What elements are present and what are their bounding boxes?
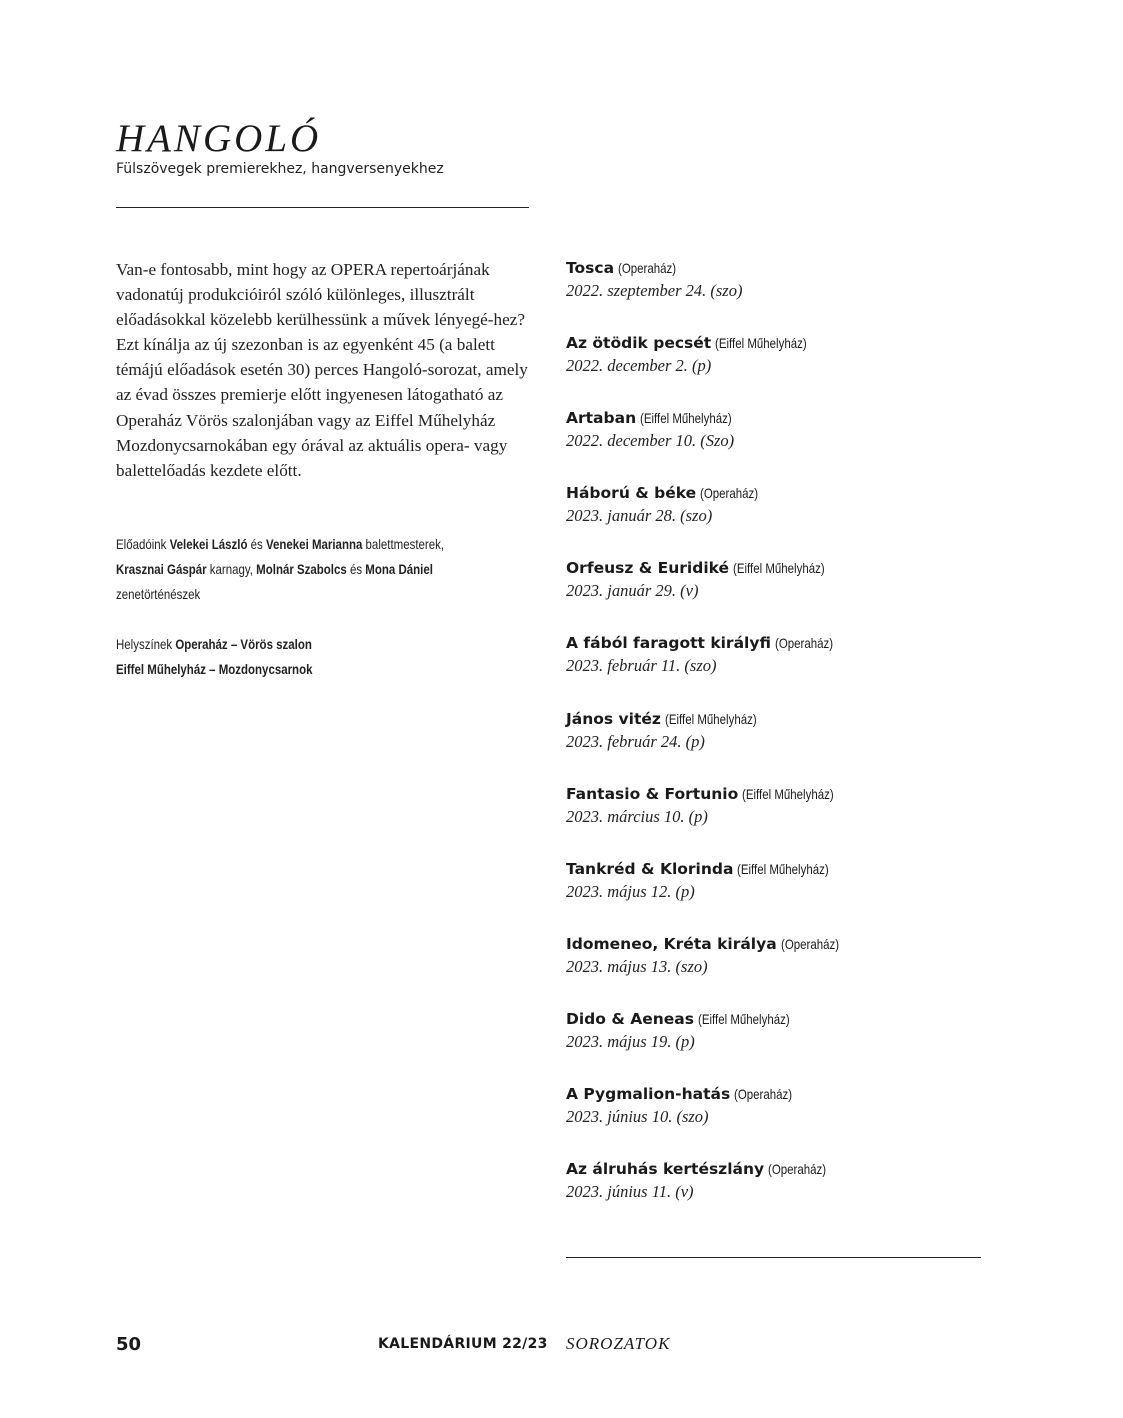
venue-name: Operaház – Vörös szalon: [175, 636, 312, 652]
event-date: 2022. december 2. (p): [566, 356, 712, 376]
conjunction: és: [250, 536, 263, 552]
event-title: János vitéz: [566, 709, 661, 728]
event-venue: (Eiffel Műhelyház): [737, 860, 830, 877]
event-list: [566, 257, 1016, 1233]
page-number: 50: [116, 1334, 142, 1355]
event-date: 2023. január 29. (v): [566, 581, 699, 601]
event-venue: (Operaház): [774, 635, 834, 652]
event-date: 2023. június 11. (v): [566, 1182, 694, 1202]
credits-label: Előadóink: [116, 536, 167, 552]
event-title: Tankréd & Klorinda: [566, 859, 734, 878]
event-venue: (Eiffel Műhelyház): [697, 1010, 790, 1027]
event-venue: (Eiffel Műhelyház): [640, 410, 732, 427]
event-title: A fából faragott királyfi: [566, 634, 771, 653]
event-title: Orfeusz & Euridiké: [566, 559, 730, 578]
section-name: SOROZATOK: [566, 1334, 671, 1353]
venue-name: Eiffel Műhelyház – Mozdonycsarnok: [116, 661, 313, 677]
event-date: 2023. május 13. (szo): [566, 956, 708, 976]
event-title: Fantasio & Fortunio: [566, 784, 739, 803]
event-venue: (Operaház): [700, 485, 759, 502]
performer-role: balettmesterek,: [365, 536, 445, 552]
venues-info: [116, 632, 460, 682]
venues-label: Helyszínek: [116, 636, 173, 652]
event-venue: (Eiffel Műhelyház): [715, 335, 807, 352]
event-title: Idomeneo, Kréta királya: [566, 934, 777, 953]
publication-title: KALENDÁRIUM 22/23: [378, 1336, 548, 1352]
event-title: Tosca: [566, 259, 615, 277]
event-item: [566, 332, 1016, 407]
event-title: Dido & Aeneas: [566, 1009, 694, 1028]
event-venue: (Operaház): [768, 1161, 827, 1178]
event-date: 2022. szeptember 24. (szo): [566, 281, 743, 300]
event-title: Az álruhás kertészlány: [566, 1160, 765, 1179]
conjunction: és: [349, 561, 363, 577]
performer-role: zenetörténészek: [116, 586, 201, 602]
event-item: [566, 783, 1016, 858]
performer-name: Krasznai Gáspár: [116, 561, 207, 577]
event-item: [566, 708, 1016, 783]
event-item: [566, 482, 1016, 557]
event-date: 2022. december 10. (Szo): [566, 431, 735, 451]
event-date: 2023. február 24. (p): [566, 731, 705, 751]
event-venue: (Eiffel Műhelyház): [733, 560, 825, 577]
event-item: [566, 933, 1016, 1008]
performer-name: Velekei László: [169, 536, 248, 552]
event-venue: (Eiffel Műhelyház): [742, 785, 834, 802]
event-date: 2023. február 11. (szo): [566, 656, 717, 676]
event-item: [566, 1083, 1016, 1158]
event-venue: (Operaház): [734, 1086, 793, 1103]
event-title: Háború & béke: [566, 484, 697, 503]
event-venue: (Eiffel Műhelyház): [664, 710, 757, 727]
performer-name: Mona Dániel: [365, 561, 433, 577]
event-date: 2023. május 12. (p): [566, 881, 695, 901]
event-item: [566, 257, 1016, 332]
event-item: [566, 632, 1016, 707]
event-title: Az ötödik pecsét: [566, 334, 712, 353]
intro-paragraph: Van-e fontosabb, mint hogy az OPERA repertoárjának vadonatúj produkcióiról szóló különleges, illusztrált előadásokkal közelebb kerülhessünk a művek lényegé-hez? Ezt kínálja az új szezonban is az egyenként 45 (a balett témájú előadások esetén 30) perces Hangoló-sorozat, amely az évad összes premierje előtt ingyenesen látogatható az Operaház Vörös szalonjában vagy az Eiffel Műhelyház Mozdonycsarnokában egy órával az aktuális opera- vagy balettelőadás kezdete előtt.: [116, 260, 528, 480]
performers-credits: [116, 532, 526, 607]
performer-role: karnagy,: [209, 561, 253, 577]
performer-name: Molnár Szabolcs: [256, 561, 347, 577]
event-item: [566, 557, 1016, 632]
event-date: 2023. május 19. (p): [566, 1031, 695, 1051]
event-item: [566, 1008, 1016, 1083]
event-venue: (Operaház): [780, 935, 839, 952]
event-item: [566, 858, 1016, 933]
page-title: HANGOLÓ: [116, 117, 322, 160]
list-end-divider: [566, 1257, 981, 1258]
event-date: 2023. január 28. (szo): [566, 506, 713, 526]
event-title: A Pygmalion-hatás: [566, 1085, 731, 1104]
page-subtitle: Fülszövegek premierekhez, hangversenyekhez: [116, 161, 444, 177]
event-venue: (Operaház): [618, 260, 677, 276]
event-date: 2023. június 10. (szo): [566, 1107, 709, 1127]
event-item: [566, 407, 1016, 482]
event-item: [566, 1158, 1016, 1233]
performer-name: Venekei Marianna: [265, 536, 363, 552]
event-title: Artaban: [566, 409, 637, 428]
header-divider: [116, 207, 529, 208]
event-date: 2023. március 10. (p): [566, 806, 708, 826]
